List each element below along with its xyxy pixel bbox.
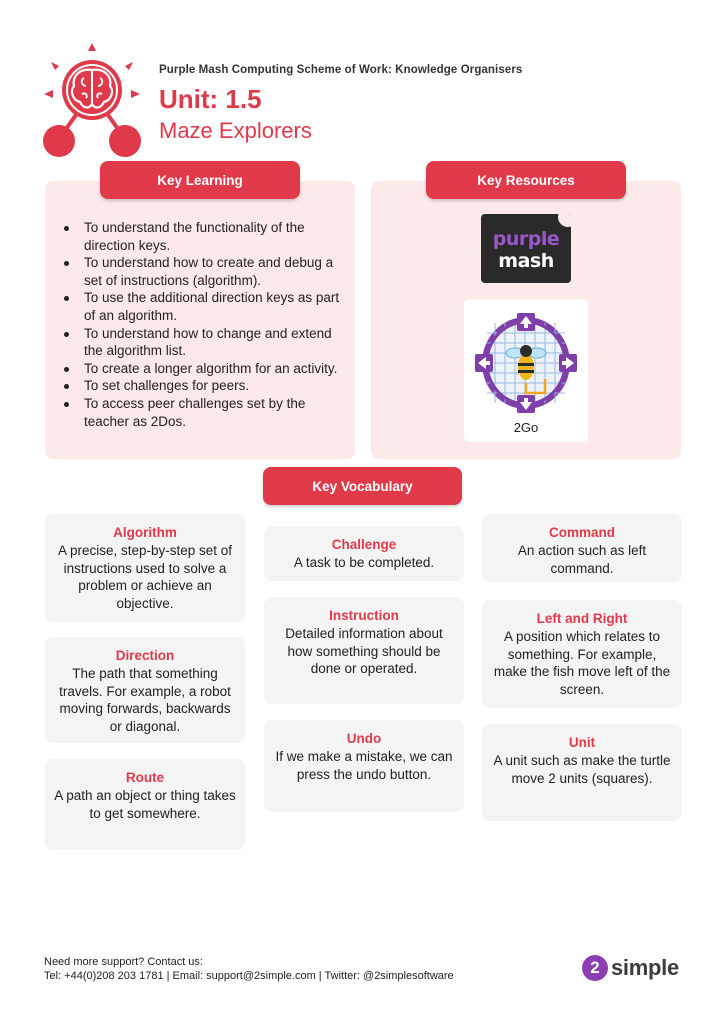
vocab-card-route bbox=[45, 759, 245, 850]
vocab-definition: The path that something travels. For example, a robot moving forwards, backwards or diagonal. bbox=[59, 666, 231, 734]
vocab-term: Algorithm bbox=[113, 525, 177, 540]
vocab-term: Command bbox=[548, 525, 615, 540]
support-heading: Need more support? Contact us: bbox=[44, 956, 203, 968]
key-learning-header: Key Learning bbox=[100, 161, 300, 199]
vocab-definition: A position which relates to something. For example, make the fish move left of the screen. bbox=[493, 629, 671, 697]
vocab-term: Route bbox=[125, 770, 165, 785]
learning-item: To use the additional direction keys as part of an algorithm. bbox=[62, 289, 347, 324]
bee-bot-icon bbox=[473, 309, 579, 417]
contact-details[interactable]: Tel: +44(0)208 203 1781 | Email: support@2simple.com | Twitter: @2simplesoftware bbox=[44, 970, 454, 982]
vocab-card-command bbox=[482, 514, 682, 582]
unit-number: Unit: 1.5 bbox=[159, 84, 262, 114]
key-vocabulary-header: Key Vocabulary bbox=[263, 467, 462, 505]
document-subtitle: Purple Mash Computing Scheme of Work: Knowledge Organisers bbox=[159, 64, 523, 76]
learning-item: To access peer challenges set by the teacher as 2Dos. bbox=[62, 395, 347, 430]
vocab-card-unit bbox=[482, 724, 682, 821]
key-resources-header: Key Resources bbox=[426, 161, 626, 199]
2simple-logo[interactable] bbox=[582, 953, 679, 983]
vocab-card-undo bbox=[264, 720, 464, 812]
brand-name: simple bbox=[611, 955, 679, 980]
vocab-definition: A path an object or thing takes to get somewhere. bbox=[54, 788, 236, 821]
vocab-definition: An action such as left command. bbox=[517, 543, 647, 576]
brand-number: 2 bbox=[582, 955, 608, 981]
logo-word-purple: purple bbox=[492, 228, 560, 250]
2go-resource-card[interactable] bbox=[464, 299, 588, 442]
vocab-card-left-and-right bbox=[482, 600, 682, 708]
learning-item: To understand the functionality of the direction keys. bbox=[62, 219, 347, 254]
learning-item: To understand how to create and debug a set of instructions (algorithm). bbox=[62, 254, 347, 289]
vocab-card-direction bbox=[45, 637, 245, 743]
vocab-card-algorithm bbox=[45, 514, 245, 622]
learning-item: To understand how to change and extend the algorithm list. bbox=[62, 325, 347, 360]
logo-bite-shape bbox=[558, 214, 571, 227]
vocab-term: Undo bbox=[346, 731, 382, 746]
learning-item: To create a longer algorithm for an activity. bbox=[62, 360, 347, 378]
unit-name: Maze Explorers bbox=[159, 118, 312, 143]
vocab-term: Left and Right bbox=[536, 611, 628, 626]
logo-word-mash: mash bbox=[498, 250, 554, 272]
vocab-definition: A task to be completed. bbox=[293, 555, 435, 570]
vocab-definition: A unit such as make the turtle move 2 units (squares). bbox=[493, 753, 671, 786]
purple-mash-logo[interactable] bbox=[481, 214, 571, 283]
vocab-card-instruction bbox=[264, 597, 464, 704]
key-learning-list bbox=[62, 219, 347, 430]
vocab-definition: A precise, step-by-step set of instructions used to solve a problem or achieve an objective. bbox=[57, 543, 233, 611]
brain-icon bbox=[40, 40, 146, 162]
vocab-card-challenge bbox=[264, 526, 464, 581]
vocab-term: Direction bbox=[115, 648, 175, 663]
learning-item: To set challenges for peers. bbox=[62, 377, 347, 395]
vocab-definition: Detailed information about how something should be done or operated. bbox=[285, 626, 443, 676]
vocab-term: Instruction bbox=[329, 608, 399, 623]
2go-label: 2Go bbox=[513, 420, 539, 435]
vocab-term: Challenge bbox=[331, 537, 397, 552]
vocab-term: Unit bbox=[568, 735, 596, 750]
vocab-definition: If we make a mistake, we can press the undo button. bbox=[275, 749, 453, 782]
